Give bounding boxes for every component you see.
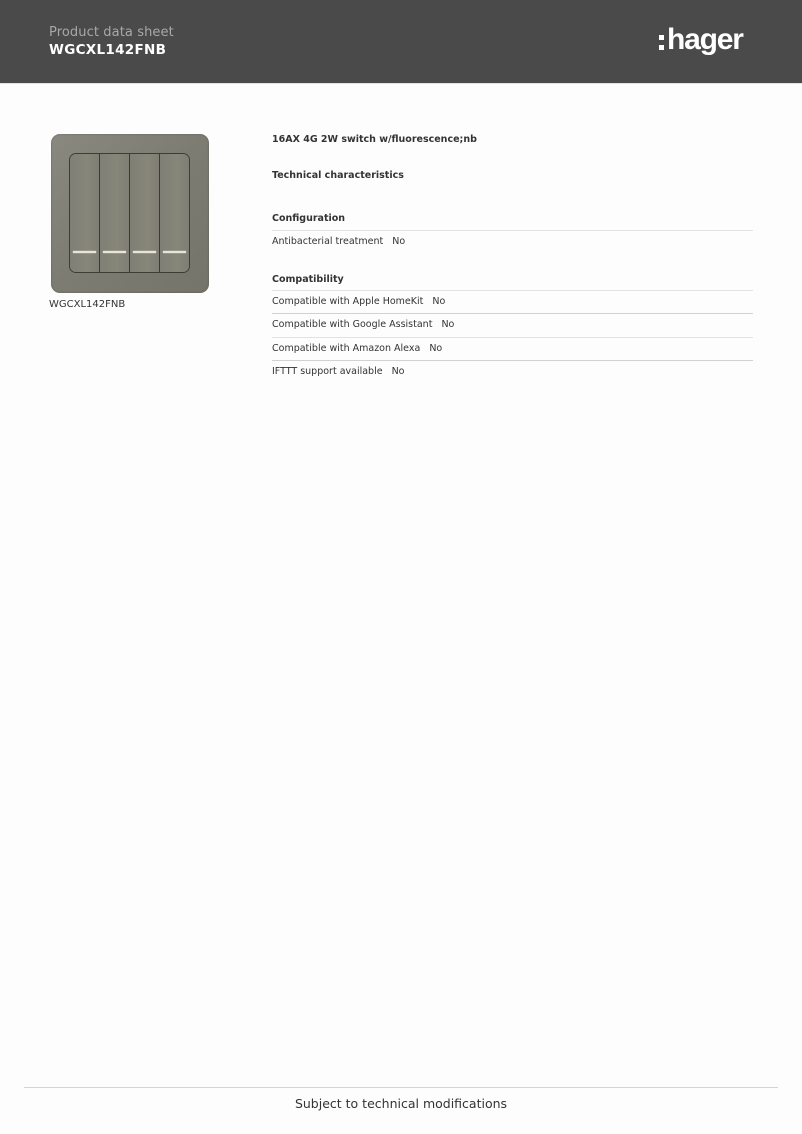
document-type-label: Product data sheet (49, 25, 174, 40)
spec-row (272, 360, 753, 383)
spec-value: No (432, 296, 446, 307)
fluorescent-strip-icon (163, 251, 186, 253)
spec-row (272, 313, 753, 336)
rocker-1 (70, 154, 100, 272)
switch-rocker-frame (69, 153, 190, 273)
rocker-2 (100, 154, 130, 272)
header-bar (0, 0, 802, 84)
footer-disclaimer: Subject to technical modifications (294, 1096, 508, 1111)
fluorescent-strip-icon (103, 251, 126, 253)
spec-label: IFTTT support available (272, 366, 383, 377)
logo-text: hager (667, 23, 743, 56)
image-caption: WGCXL142FNB (49, 299, 126, 310)
rocker-4 (160, 154, 189, 272)
spec-value: No (392, 236, 406, 247)
hager-logo (659, 22, 743, 58)
spec-label: Antibacterial treatment (272, 236, 384, 247)
spec-value: No (441, 319, 455, 330)
logo-colon-icon (659, 35, 664, 50)
spec-value: No (391, 366, 405, 377)
spec-row (272, 230, 753, 253)
spec-label: Compatible with Amazon Alexa (272, 343, 421, 354)
footer-divider (24, 1087, 778, 1088)
technical-characteristics-heading: Technical characteristics (272, 170, 404, 181)
product-image (51, 134, 209, 293)
spec-row (272, 290, 753, 313)
fluorescent-strip-icon (73, 251, 96, 253)
spec-label: Compatible with Google Assistant (272, 319, 433, 330)
spec-value: No (429, 343, 443, 354)
rocker-3 (130, 154, 160, 272)
group-title-configuration: Configuration (272, 213, 346, 224)
fluorescent-strip-icon (133, 251, 156, 253)
spec-row (272, 337, 753, 360)
product-reference-title: WGCXL142FNB (49, 42, 167, 58)
product-description: 16AX 4G 2W switch w/fluorescence;nb (272, 134, 477, 145)
spec-label: Compatible with Apple HomeKit (272, 296, 424, 307)
group-title-compatibility: Compatibility (272, 274, 344, 285)
